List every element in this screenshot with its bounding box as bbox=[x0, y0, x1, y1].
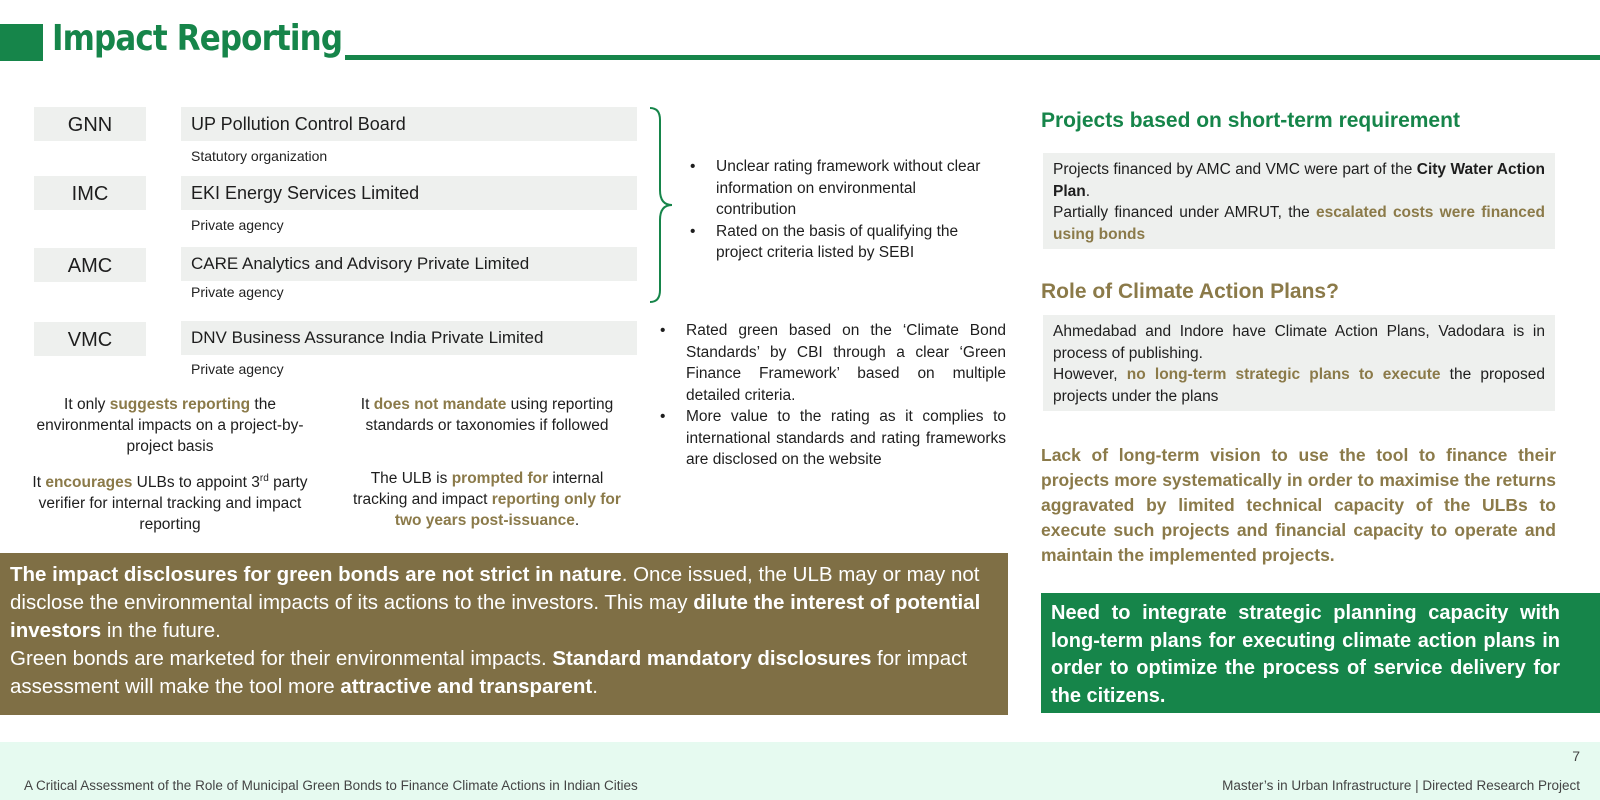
heading-short-term: Projects based on short-term requirement bbox=[1041, 109, 1460, 132]
entity-code-vmc: VMC bbox=[34, 322, 146, 356]
title-rule bbox=[345, 55, 1600, 60]
entity-name-amc: CARE Analytics and Advisory Private Limited bbox=[181, 247, 637, 281]
entity-type-vmc: Private agency bbox=[191, 361, 284, 377]
impact-disclosure-box: The impact disclosures for green bonds are not strict in nature. Once issued, the ULB may or may not disclose the environmental impacts of its actions to the investors. This may dilute the interest of potential investors in the future. Green bonds are marketed for their environmental impacts. Standard mandatory disclosures for impact assessment will make the tool more attractive and transparent. bbox=[0, 553, 1008, 715]
vmc-bullet-item: • More value to the rating as it complies to international standards and rating frameworks are disclosed on the website bbox=[658, 406, 1006, 471]
note-suggests-reporting: It only suggests reporting the environmental impacts on a project-by-project basis bbox=[36, 396, 304, 455]
long-term-vision-text: Lack of long-term vision to use the tool to finance their projects more systematically in order to maximise the returns aggravated by limited technical capacity of the ULBs to execute such projects and financial capacity to operate and maintain the implemented projects. bbox=[1041, 445, 1556, 565]
footer-program: Master’s in Urban Infrastructure | Directed Research Project bbox=[1222, 778, 1580, 793]
vmc-bullets bbox=[658, 320, 1006, 471]
page-title: Impact Reporting bbox=[52, 18, 343, 59]
panel-short-term: Projects financed by AMC and VMC were part of the City Water Action Plan. Partially financed under AMRUT, the escalated costs were financed using bonds bbox=[1043, 153, 1555, 249]
entity-name-gnn: UP Pollution Control Board bbox=[181, 107, 637, 141]
entity-type-gnn: Statutory organization bbox=[191, 148, 328, 164]
footer-title: A Critical Assessment of the Role of Municipal Green Bonds to Finance Climate Actions in Indian Cities bbox=[24, 778, 638, 793]
entity-type-amc: Private agency bbox=[191, 284, 284, 300]
strategic-planning-box: Need to integrate strategic planning capacity with long-term plans for executing climate action plans in order to optimize the process of service delivery for the citizens. bbox=[1041, 593, 1600, 713]
entity-code-gnn: GNN bbox=[34, 107, 146, 141]
grouping-brace bbox=[648, 106, 678, 304]
vmc-bullet-item: • Rated green based on the ‘Climate Bond Standards’ by CBI through a clear ‘Green Finance Framework’ based on multiple detailed criteria. bbox=[658, 320, 1006, 406]
heading-climate-plans: Role of Climate Action Plans? bbox=[1041, 280, 1339, 303]
group-bullet-item: • Rated on the basis of qualifying the project criteria listed by SEBI bbox=[688, 221, 998, 264]
page-number: 7 bbox=[1572, 748, 1580, 764]
entity-type-imc: Private agency bbox=[191, 217, 284, 233]
title-accent-block bbox=[0, 24, 43, 61]
entity-name-vmc: DNV Business Assurance India Private Limited bbox=[181, 321, 637, 355]
entity-name-imc: EKI Energy Services Limited bbox=[181, 176, 637, 210]
note-prompted-for: The ULB is prompted for internal tracking and impact reporting only for two years post-issuance. bbox=[353, 470, 621, 529]
note-does-not-mandate: It does not mandate using reporting standards or taxonomies if followed bbox=[360, 396, 614, 434]
group-bullets bbox=[688, 156, 998, 264]
panel-climate-plans: Ahmedabad and Indore have Climate Action Plans, Vadodara is in process of publishing. However, no long-term strategic plans to execute the proposed projects under the plans bbox=[1043, 315, 1555, 411]
entity-code-imc: IMC bbox=[34, 176, 146, 210]
group-bullet-item: • Unclear rating framework without clear information on environmental contribution bbox=[688, 156, 998, 221]
note-encourages: It encourages ULBs to appoint 3rd party verifier for internal tracking and impact reporting bbox=[32, 473, 308, 534]
entity-code-amc: AMC bbox=[34, 248, 146, 282]
